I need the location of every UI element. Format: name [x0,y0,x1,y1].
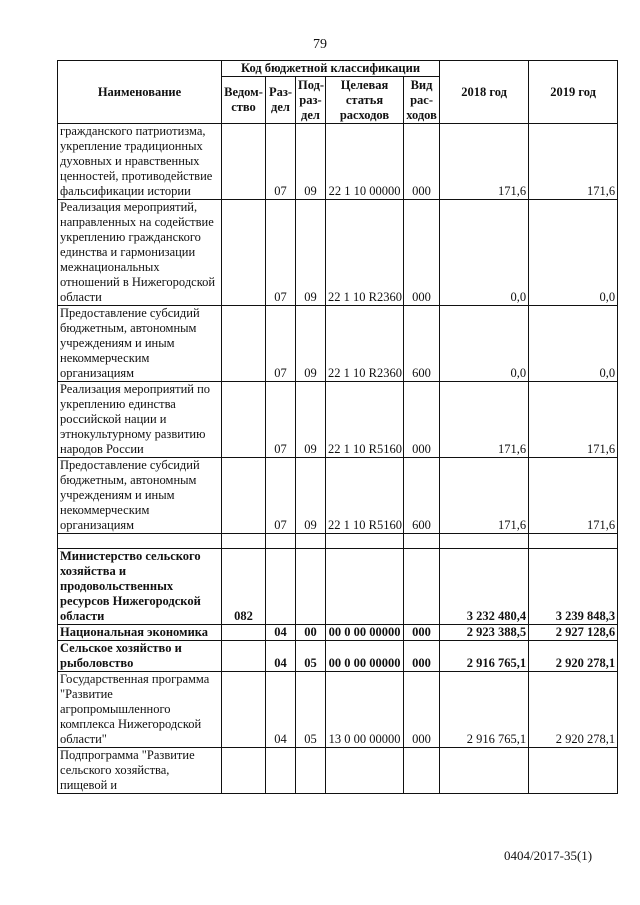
row-vid: 000 [404,382,440,458]
table-row [58,672,618,748]
row-vid: 600 [404,306,440,382]
row-2019: 2 920 278,1 [529,641,618,672]
row-vid: 000 [404,625,440,641]
table-row-empty [58,534,618,549]
row-name: Национальная экономика [58,625,222,641]
row-2019 [529,534,618,549]
row-2018: 171,6 [440,458,529,534]
row-vid: 000 [404,124,440,200]
header-row-1 [58,61,618,77]
row-vedomstvo: 082 [222,549,266,625]
row-2019: 2 920 278,1 [529,672,618,748]
row-target: 22 1 10 00000 [326,124,404,200]
row-razdel: 07 [266,382,296,458]
row-2018: 0,0 [440,306,529,382]
row-podrazdel: 09 [296,306,326,382]
row-podrazdel: 00 [296,625,326,641]
row-razdel [266,534,296,549]
row-podrazdel: 09 [296,124,326,200]
row-2018: 3 232 480,4 [440,549,529,625]
row-2018: 0,0 [440,200,529,306]
header-podrazdel: Под-раз-дел [296,77,326,124]
row-podrazdel: 05 [296,672,326,748]
row-vedomstvo [222,382,266,458]
row-name: Государственная программа "Развитие агропромышленного комплекса Нижегородской области" [58,672,222,748]
row-2018: 2 923 388,5 [440,625,529,641]
row-2019: 2 927 128,6 [529,625,618,641]
row-vid [404,534,440,549]
row-target [326,534,404,549]
row-razdel [266,748,296,794]
page-number: 79 [313,37,327,52]
row-2018: 171,6 [440,124,529,200]
row-vid: 600 [404,458,440,534]
row-name: Предоставление субсидий бюджетным, автономным учреждениям и иным некоммерческим организациям [58,306,222,382]
row-name: гражданского патриотизма, укрепление традиционных духовных и нравственных ценностей, противодействие фальсификации истории [58,124,222,200]
row-target: 13 0 00 00000 [326,672,404,748]
row-2018: 171,6 [440,382,529,458]
row-target [326,748,404,794]
table-row [58,748,618,794]
row-name: Сельское хозяйство и рыболовство [58,641,222,672]
row-name: Подпрограмма "Развитие сельского хозяйства, пищевой и [58,748,222,794]
header-vid: Вид рас-ходов [404,77,440,124]
row-vedomstvo [222,534,266,549]
row-name: Реализация мероприятий по укреплению единства российской нации и этнокультурному развитию народов России [58,382,222,458]
table-row [58,382,618,458]
row-razdel: 04 [266,672,296,748]
row-vid [404,549,440,625]
table-row [58,641,618,672]
header-name: Наименование [58,61,222,124]
row-razdel: 04 [266,641,296,672]
header-2018: 2018 год [440,61,529,124]
row-vedomstvo [222,625,266,641]
row-target: 22 1 10 R2360 [326,200,404,306]
header-code-group: Код бюджетной классификации [222,61,440,77]
row-razdel: 04 [266,625,296,641]
header-2019: 2019 год [529,61,618,124]
row-target: 00 0 00 00000 [326,641,404,672]
row-name: Предоставление субсидий бюджетным, автономным учреждениям и иным некоммерческим организациям [58,458,222,534]
table-row [58,306,618,382]
table-row [58,200,618,306]
row-podrazdel: 09 [296,458,326,534]
table-row [58,549,618,625]
row-podrazdel: 09 [296,200,326,306]
row-name [58,534,222,549]
row-2019: 0,0 [529,306,618,382]
row-2018: 2 916 765,1 [440,641,529,672]
row-2019: 3 239 848,3 [529,549,618,625]
row-vedomstvo [222,672,266,748]
row-name: Министерство сельского хозяйства и продовольственных ресурсов Нижегородской области [58,549,222,625]
row-razdel: 07 [266,306,296,382]
row-name: Реализация мероприятий, направленных на содействие укреплению гражданского единства и гармонизации межнациональных отношений в Нижегородской области [58,200,222,306]
row-target: 22 1 10 R5160 [326,382,404,458]
row-vedomstvo [222,458,266,534]
row-2018 [440,748,529,794]
row-2019: 171,6 [529,382,618,458]
row-podrazdel: 09 [296,382,326,458]
document-code: 0404/2017-35(1) [504,848,593,863]
header-vedomstvo: Ведом-ство [222,77,266,124]
row-target: 00 0 00 00000 [326,625,404,641]
budget-table [57,60,618,794]
header-target: Целевая статья расходов [326,77,404,124]
table-row [58,458,618,534]
row-razdel [266,549,296,625]
row-vid: 000 [404,200,440,306]
row-vedomstvo [222,641,266,672]
header-razdel: Раз-дел [266,77,296,124]
row-2019: 0,0 [529,200,618,306]
row-target: 22 1 10 R2360 [326,306,404,382]
row-podrazdel [296,748,326,794]
row-vedomstvo [222,748,266,794]
row-vedomstvo [222,306,266,382]
row-vid: 000 [404,641,440,672]
row-podrazdel [296,534,326,549]
table-row [58,625,618,641]
row-target: 22 1 10 R5160 [326,458,404,534]
row-2018: 2 916 765,1 [440,672,529,748]
row-vid: 000 [404,672,440,748]
row-podrazdel: 05 [296,641,326,672]
row-2018 [440,534,529,549]
table-row [58,124,618,200]
row-razdel: 07 [266,200,296,306]
row-vedomstvo [222,124,266,200]
row-vid [404,748,440,794]
row-podrazdel [296,549,326,625]
row-target [326,549,404,625]
row-razdel: 07 [266,458,296,534]
row-2019 [529,748,618,794]
row-razdel: 07 [266,124,296,200]
row-2019: 171,6 [529,124,618,200]
row-vedomstvo [222,200,266,306]
row-2019: 171,6 [529,458,618,534]
